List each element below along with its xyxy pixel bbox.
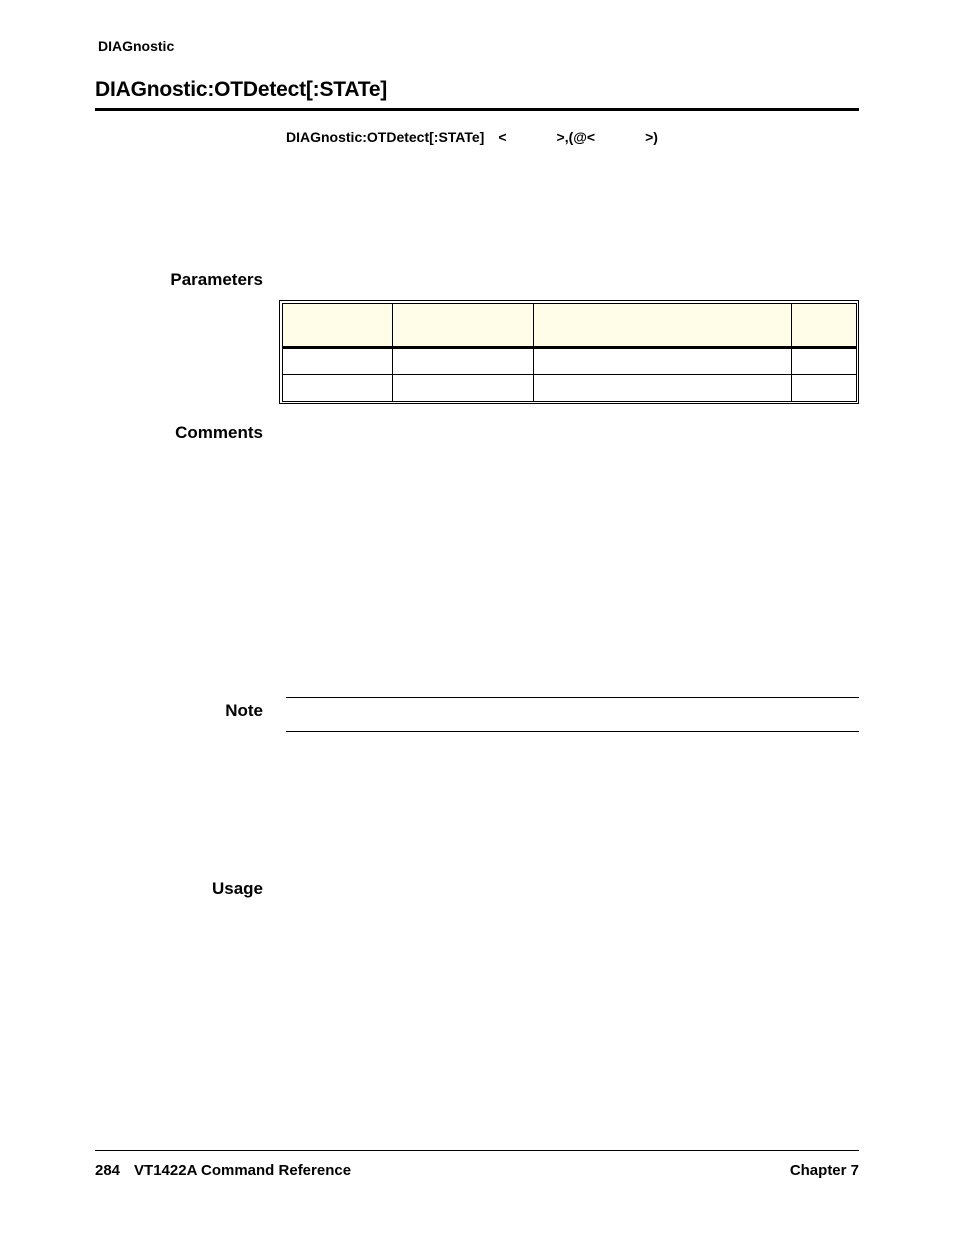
- note-rule-bottom: [286, 731, 859, 732]
- title-rule: [95, 108, 859, 111]
- page-number: 284: [95, 1162, 121, 1179]
- footer-chapter: Chapter 7: [789, 1162, 859, 1179]
- parameters-table: [279, 300, 859, 404]
- section-usage-label: Usage: [211, 879, 263, 898]
- syntax-token-close: >): [645, 129, 658, 145]
- table-header-cell: [792, 304, 857, 348]
- table-cell: [283, 375, 393, 402]
- running-header: DIAGnostic: [98, 38, 175, 54]
- section-parameters-label: Parameters: [170, 270, 263, 289]
- table-header-cell: [283, 304, 393, 348]
- footer-rule: [95, 1150, 859, 1151]
- table-cell: [792, 375, 857, 402]
- table-cell: [393, 375, 534, 402]
- section-comments-label: Comments: [175, 423, 263, 442]
- table-header-cell: [534, 304, 792, 348]
- table-row: [283, 375, 857, 402]
- syntax-token-open: <: [498, 129, 507, 145]
- table-header-row: [283, 304, 857, 348]
- syntax-command: DIAGnostic:OTDetect[:STATe]: [286, 129, 485, 145]
- doc-title: VT1422A Command Reference: [134, 1162, 352, 1179]
- syntax-token-channel: >,(@<: [556, 129, 596, 145]
- table-cell: [534, 375, 792, 402]
- table-cell: [393, 348, 534, 375]
- page-title: DIAGnostic:OTDetect[:STATe]: [95, 78, 388, 101]
- table-cell: [792, 348, 857, 375]
- table-cell: [283, 348, 393, 375]
- table-header-cell: [393, 304, 534, 348]
- section-note-label: Note: [225, 701, 263, 720]
- table-cell: [534, 348, 792, 375]
- footer-left: [95, 1162, 351, 1179]
- note-rule-top: [286, 697, 859, 698]
- table-row: [283, 348, 857, 375]
- command-syntax: [286, 129, 658, 145]
